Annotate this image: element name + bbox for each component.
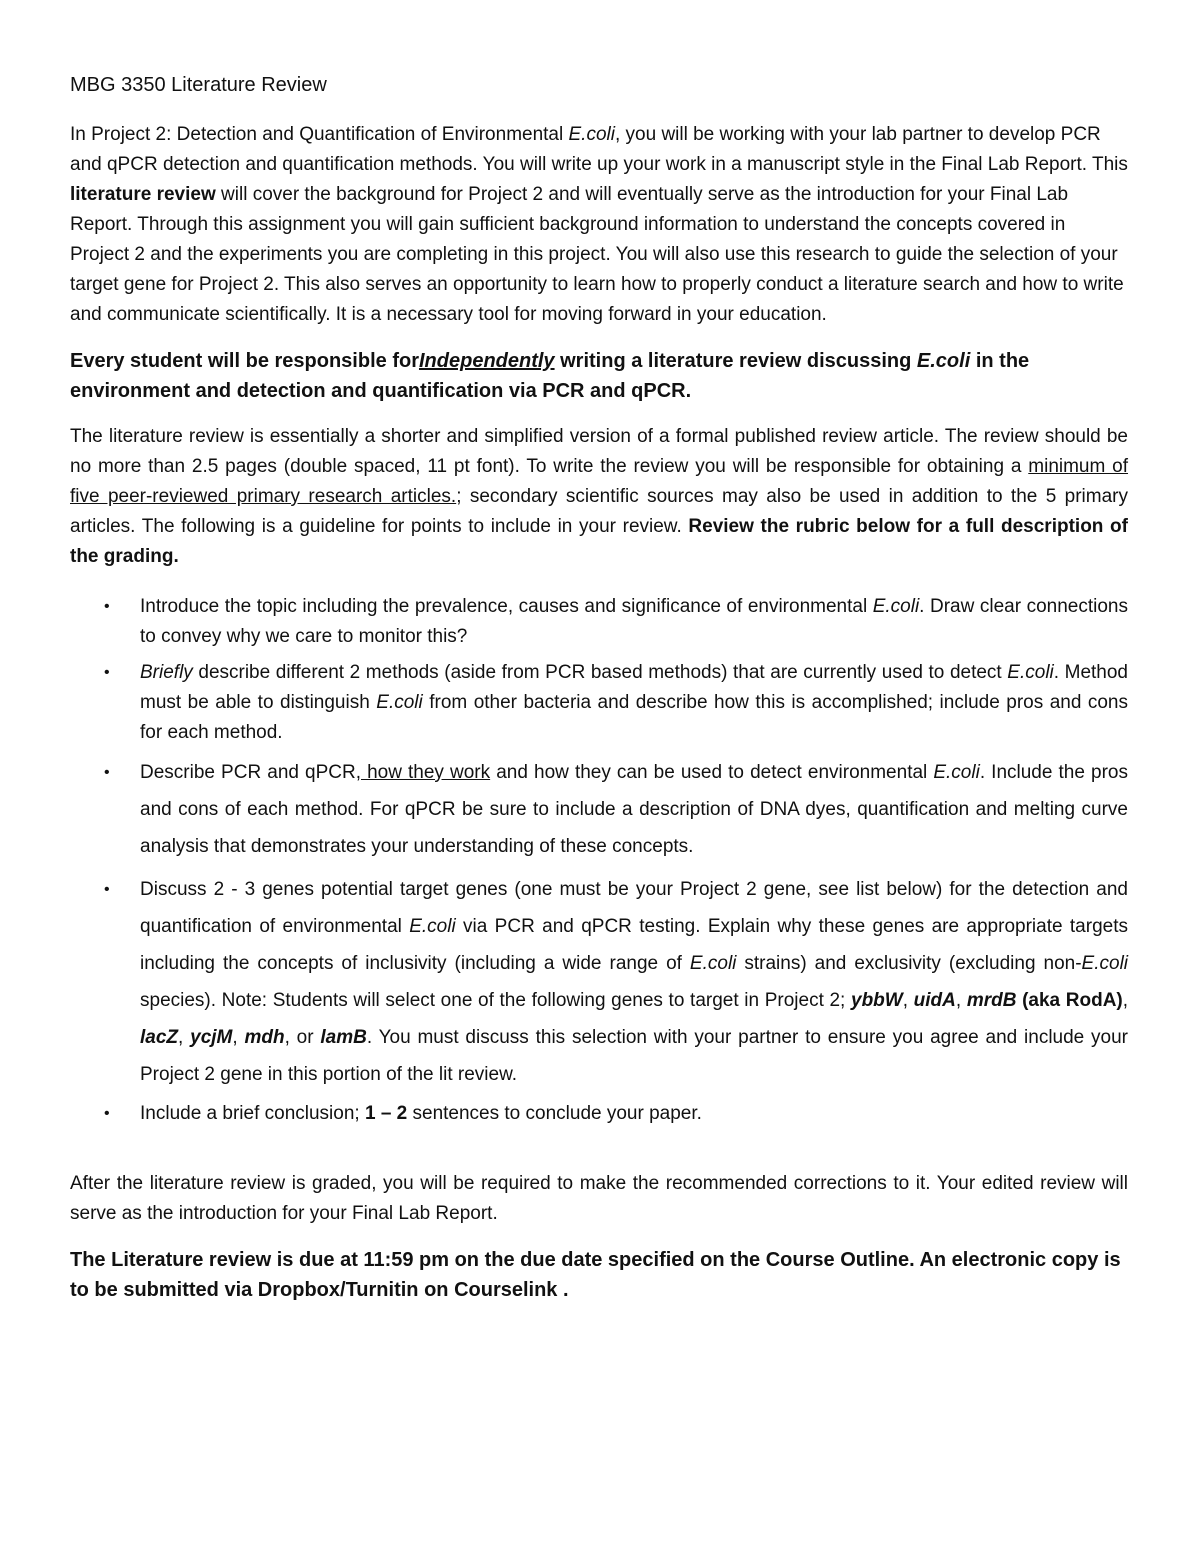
document-body — [70, 70, 1128, 1305]
item-text: . Draw clear connections to convey why we care to monitor this? — [140, 596, 1128, 647]
item-text: strains) and exclusivity (excluding non- — [736, 953, 1082, 974]
responsibility-text: Every student will be responsible for — [70, 350, 419, 372]
separator: , — [902, 990, 914, 1011]
item-text: via PCR and qPCR testing. Explain why these genes are appropriate targets including the concepts of inclusivity (including a wide range of — [140, 916, 1128, 974]
intro-paragraph — [70, 120, 1128, 330]
item-text: . Include the pros and cons of each method. For qPCR be sure to include a description of DNA dyes, quantification and melting curve analysis that demonstrates your understanding of these concepts. — [140, 762, 1128, 857]
item-text: Discuss 2 - 3 genes potential target genes (one must be your Project 2 gene, see list below) for the detection and quantification of environmental — [140, 879, 1128, 937]
gene-uida: uidA — [913, 990, 956, 1011]
gene-lamb: lamB — [320, 1027, 367, 1048]
responsibility-statement — [70, 346, 1128, 406]
responsibility-text: writing a literature review discussing — [554, 350, 917, 372]
separator: , — [1122, 990, 1129, 1011]
list-item — [70, 871, 1128, 1093]
corrections-paragraph: After the literature review is graded, you will be required to make the recommended corrections to it. Your edited review will serve as the introduction for your Final Lab Report. — [70, 1173, 1128, 1224]
ecoli-italic: E.coli — [933, 762, 980, 783]
ecoli-italic: E.coli — [376, 692, 423, 713]
rubric-note-bold: Review the rubric below for a full description of the grading. — [70, 516, 1128, 567]
guideline-list — [70, 592, 1128, 1129]
list-item — [70, 754, 1128, 865]
separator: , — [955, 990, 967, 1011]
review-requirements-paragraph — [70, 422, 1128, 572]
literature-review-bold: literature review — [70, 184, 216, 205]
gene-ycjm: ycjM — [190, 1027, 233, 1048]
separator: , or — [284, 1027, 321, 1048]
ecoli-italic: E.coli — [916, 350, 971, 372]
list-item — [70, 658, 1128, 748]
how-they-work-underline: how they work — [361, 762, 491, 783]
independently-emphasis: Independently — [418, 350, 555, 372]
gene-mrdb: mrdB — [966, 990, 1017, 1011]
gene-alias: (aka RodA) — [1016, 990, 1123, 1011]
item-text: describe different 2 methods (aside from PCR based methods) that are currently used to detect — [192, 662, 1008, 683]
item-text: Introduce the topic including the prevalence, causes and significance of environmental — [140, 596, 873, 617]
gene-lacz: lacZ — [140, 1027, 179, 1048]
document-title: MBG 3350 Literature Review — [70, 74, 327, 96]
intro-text: will cover the background for Project 2 and will eventually serve as the introduction for your Final Lab Report. Through this assignment you will gain sufficient background information to understand the concepts covered in Project 2 and the experiments you are completing in this project. You will also use this research to guide the selection of your target gene for Project 2. This also serves an opportunity to learn how to properly conduct a literature search and how to write and communicate scientifically. It is a necessary tool for moving forward in your education. — [70, 184, 1124, 325]
list-item — [70, 1099, 1128, 1129]
item-text: Include a brief conclusion; — [140, 1103, 365, 1124]
ecoli-italic: E.coli — [689, 953, 737, 974]
item-text: sentences to conclude your paper. — [407, 1103, 702, 1124]
separator: , — [232, 1027, 245, 1048]
ecoli-italic: E.coli — [568, 124, 615, 145]
item-text: from other bacteria and describe how this is accomplished; include pros and cons for each method. — [140, 692, 1129, 743]
ecoli-italic: E.coli — [1007, 662, 1054, 683]
ecoli-italic: E.coli — [1081, 953, 1129, 974]
item-text: . Method must be able to distinguish — [140, 662, 1128, 713]
due-date-statement: The Literature review is due at 11:59 pm on the due date specified on the Course Outline. An electronic copy is to be submitted via Dropbox/Turnitin on Courselink . — [70, 1249, 1121, 1301]
briefly-italic: Briefly — [140, 662, 193, 683]
intro-text: , you will be working with your lab partner to develop PCR and qPCR detection and quantification methods. You will write up your work in a manuscript style in the Final Lab Report. This — [70, 124, 1128, 175]
responsibility-text: in the environment and detection and quantification via PCR and qPCR. — [70, 350, 1030, 402]
ecoli-italic: E.coli — [872, 596, 920, 617]
gene-mdh: mdh — [244, 1027, 285, 1048]
list-item — [70, 592, 1128, 652]
review-text: The literature review is essentially a shorter and simplified version of a formal published review article. The review should be no more than 2.5 pages (double spaced, 11 pt font). To write the review you will be responsible for obtaining a — [70, 426, 1128, 477]
intro-text: In Project 2: Detection and Quantification of Environmental — [70, 124, 569, 145]
separator: , — [178, 1027, 191, 1048]
sentence-count-bold: 1 – 2 — [364, 1103, 408, 1124]
item-text: . You must discuss this selection with your partner to ensure you agree and include your Project 2 gene in this portion of the lit review. — [140, 1027, 1129, 1085]
item-text: species). Note: Students will select one of the following genes to target in Project 2; — [140, 990, 851, 1011]
item-text: and how they can be used to detect environmental — [490, 762, 934, 783]
gene-ybbw: ybbW — [851, 990, 903, 1011]
review-text: ; secondary scientific sources may also be used in addition to the 5 primary articles. The following is a guideline for points to include in your review. — [70, 486, 1128, 537]
item-text: Describe PCR and qPCR, — [140, 762, 361, 783]
ecoli-italic: E.coli — [409, 916, 456, 937]
minimum-articles-underline: minimum of five peer-reviewed primary research articles. — [70, 456, 1129, 507]
